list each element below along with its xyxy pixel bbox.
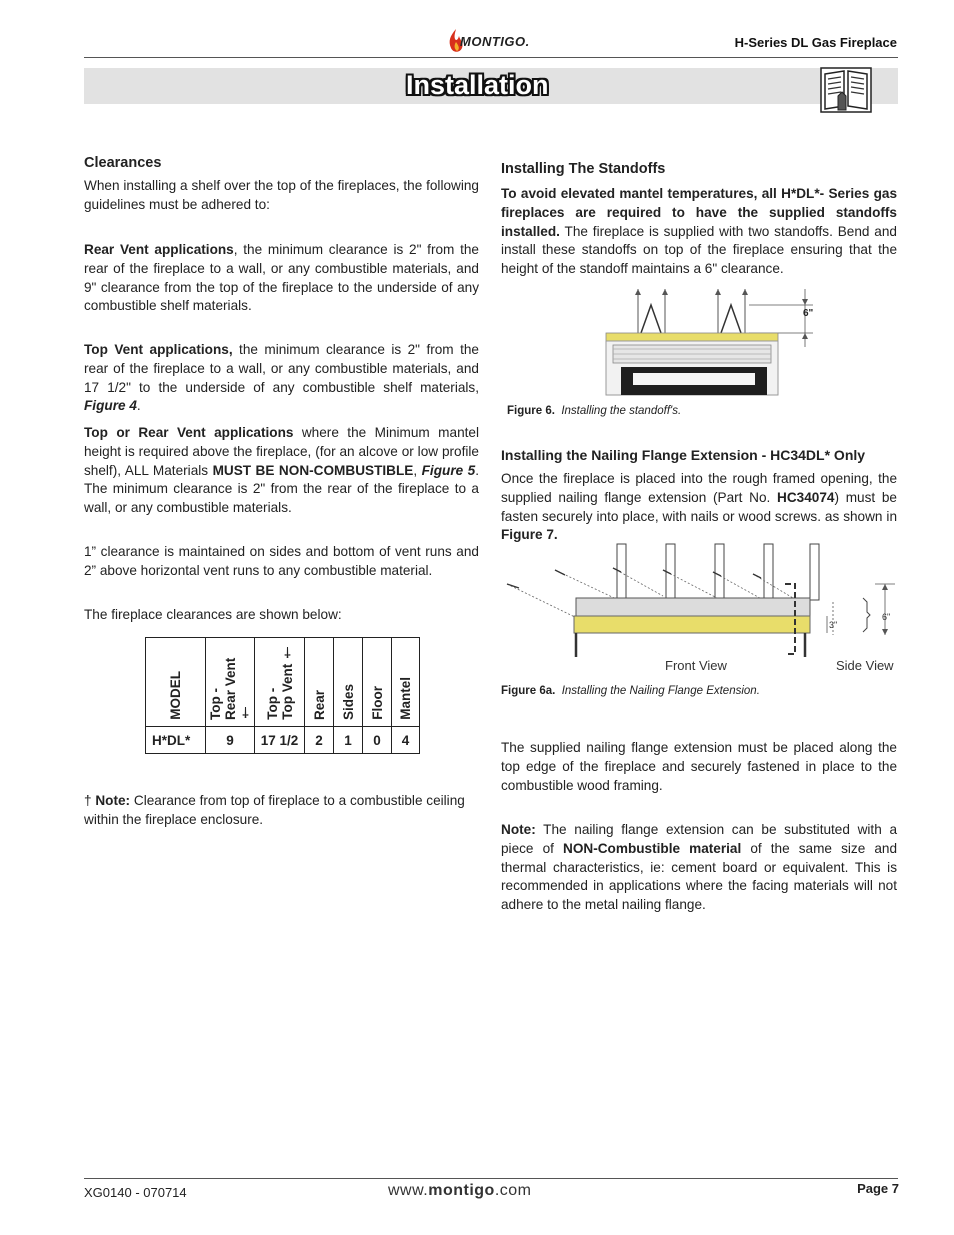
- top-vent-text: the minimum clearance is 2" from the rear of the fireplace to a wall, or any combustible materials, and 17 1/2" to the underside of any combustible shelf materials,: [84, 342, 479, 395]
- header-model: MODEL: [168, 671, 183, 720]
- front-view-label: Front View: [665, 658, 727, 673]
- flange-text-2: ) must be fasten securely into place, with nails or wood screws. as shown in: [501, 489, 897, 524]
- flange-text-1: Once the fireplace is placed into the rough framed opening, the supplied nailing flange extension (Part No.: [501, 471, 897, 505]
- section-banner: [84, 68, 898, 104]
- standoffs-heading: Installing The Standoffs: [501, 161, 666, 177]
- dimension-3in-label: 3": [829, 620, 838, 630]
- top-rear-text-1: where the Minimum mantel height is required above the fireplace, (for an alcove or low profile shelf), ALL Materials: [84, 425, 479, 478]
- table-header-row: [146, 638, 420, 727]
- table-header-cell: [305, 638, 334, 727]
- figure-6-label: Figure 6.: [507, 405, 555, 417]
- table-header-cell: [363, 638, 392, 727]
- rear-vent-paragraph: [84, 241, 479, 316]
- dagger-note: [84, 792, 484, 830]
- cell-model: H*DL*: [146, 727, 206, 754]
- clearances-intro: When installing a shelf over the top of the fireplaces, the following guidelines must be adhered to:: [84, 178, 479, 212]
- flange-figure-ref: Figure 7.: [501, 527, 558, 543]
- clearances-heading: Clearances: [84, 155, 162, 171]
- cell-sides: 1: [334, 727, 363, 754]
- top-vent-label: Top Vent applications,: [84, 342, 233, 357]
- non-combustible-material-text: NON-Combustible material: [563, 840, 742, 856]
- flange-part-number: HC34074: [777, 489, 835, 505]
- document-title: H-Series DL Gas Fireplace: [734, 35, 897, 50]
- substitution-note-label: Note:: [501, 822, 536, 837]
- document-code: XG0140 - 070714: [84, 1185, 187, 1200]
- cell-floor: 0: [363, 727, 392, 754]
- top-vent-paragraph: [84, 341, 479, 416]
- top-rear-figure-ref: Figure 5: [421, 462, 476, 478]
- top-vent-end: .: [136, 398, 141, 414]
- header-floor: Floor: [369, 686, 385, 720]
- header-divider: [84, 57, 898, 58]
- non-combustible-text: MUST BE NON-COMBUSTIBLE: [212, 462, 414, 478]
- figure-6a-caption: [501, 685, 760, 697]
- website-brand: montigo: [428, 1182, 495, 1199]
- shown-below-text: The fireplace clearances are shown below:: [84, 607, 342, 622]
- cell-top-top-vent: 17 1/2: [255, 727, 305, 754]
- logo-text: MONTIGO.: [460, 34, 530, 49]
- standoffs-text: The fireplace is supplied with two standoffs. Bend and install these standoffs on top of the fireplace ensuring that the height of the standoff maintains a 6" clearance.: [501, 223, 897, 277]
- table-row: [146, 727, 420, 754]
- side-view-label: Side View: [836, 658, 894, 673]
- cell-rear: 2: [305, 727, 334, 754]
- table-header-cell: [392, 638, 420, 727]
- clearances-table: [145, 637, 420, 754]
- montigo-logo: [446, 26, 546, 58]
- figure-6-caption-text: Installing the standoff's.: [561, 405, 682, 417]
- header-top-top-vent: Top - Top Vent †: [264, 645, 295, 720]
- figure-6-dimension-label: 6": [803, 308, 814, 319]
- header-top-rear-vent: Top - Rear Vent †: [207, 657, 253, 720]
- cell-mantel: 4: [392, 727, 420, 754]
- table-header-cell: [206, 638, 255, 727]
- page-number: Page 7: [857, 1181, 899, 1196]
- standoffs-bold-text: To avoid elevated mantel temperatures, all H*DL*- Series gas fireplaces are required to have the supplied standoffs installed.: [501, 186, 897, 239]
- header-rear: Rear: [311, 689, 327, 720]
- nailing-flange-heading: Installing the Nailing Flange Extension - HC34DL* Only: [501, 447, 866, 463]
- top-rear-label: Top or Rear Vent applications: [84, 425, 294, 440]
- top-rear-text-2: . The minimum clearance is 2" from the rear of the fireplace to a wall, or any combustible materials.: [84, 462, 479, 516]
- top-rear-comma: ,: [413, 462, 422, 478]
- header-mantel: Mantel: [398, 677, 413, 720]
- substitution-note-text-1: The nailing flange extension can be substituted with a piece of: [501, 822, 897, 856]
- manual-book-icon: [820, 66, 872, 114]
- website-prefix: www.: [388, 1182, 429, 1199]
- figure-6-standoffs-diagram: [603, 287, 825, 397]
- page-title: Installation: [406, 70, 549, 100]
- substitution-note-text-2: of the same size and thermal characteristics, ie: cement board or equivalent. This is recommended in applications where the facing materials will not adhere to the metal nailing flange.: [501, 840, 898, 913]
- rear-vent-text: , the minimum clearance is 2" from the rear of the fireplace to a wall, or any combustible materials, and 9" clearance from the top of the fireplace to the underside of any combustible shelf materials.: [84, 242, 479, 314]
- dagger-symbol: †: [84, 793, 92, 808]
- vent-runs-paragraph: 1” clearance is maintained on sides and bottom of vent runs and 2” above horizontal vent runs to any combustible material.: [84, 544, 479, 578]
- website-url: [388, 1182, 532, 1200]
- note-label: Note:: [95, 793, 131, 808]
- flange-placement-paragraph: The supplied nailing flange extension must be placed along the top edge of the fireplace and securely fastened in place to the combustible wood framing.: [501, 740, 897, 793]
- substitution-note-paragraph: [501, 821, 897, 915]
- figure-6a-nailing-flange-diagram: [503, 540, 903, 676]
- table-header-cell: [146, 638, 206, 727]
- figure-6a-label: Figure 6a.: [501, 685, 556, 697]
- header-sides: Sides: [340, 683, 356, 720]
- dimension-6in-label: 6": [882, 612, 891, 622]
- rear-vent-label: Rear Vent applications: [84, 242, 234, 257]
- footer-divider: [84, 1178, 898, 1179]
- table-header-cell: [334, 638, 363, 727]
- figure-6a-caption-text: Installing the Nailing Flange Extension.: [561, 685, 760, 697]
- figure-6-caption: [507, 405, 681, 417]
- top-rear-vent-paragraph: [84, 424, 479, 518]
- note-text: Clearance from top of fireplace to a combustible ceiling within the fireplace enclosure.: [84, 793, 465, 827]
- table-header-cell: [255, 638, 305, 727]
- nailing-flange-paragraph: [501, 470, 897, 545]
- cell-top-rear-vent: 9: [206, 727, 255, 754]
- standoffs-paragraph: [501, 185, 897, 279]
- top-vent-figure-ref: Figure 4: [84, 398, 137, 414]
- website-suffix: .com: [494, 1182, 532, 1199]
